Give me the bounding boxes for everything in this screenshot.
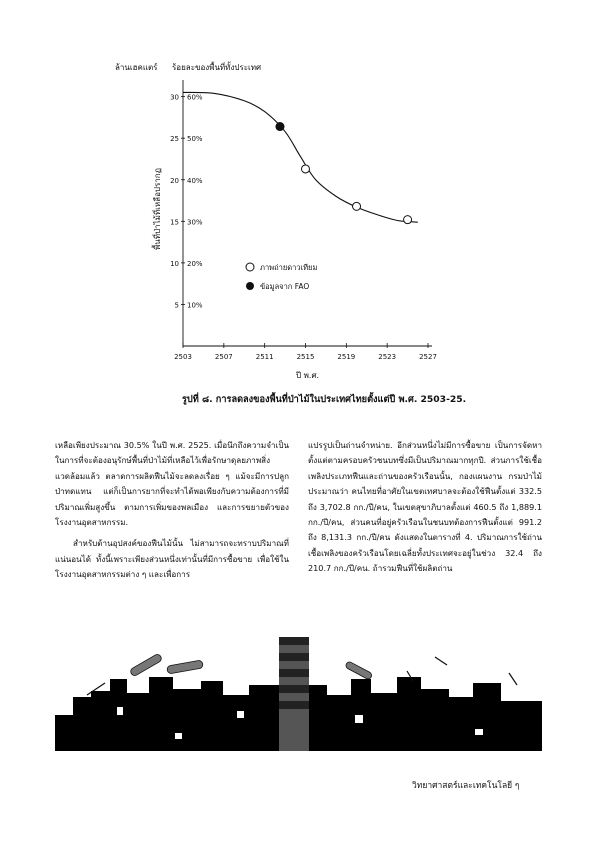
satellite-data-point	[302, 165, 310, 173]
y-tick-label: 25	[170, 135, 179, 144]
chart-axes	[183, 80, 432, 346]
chart-curve	[183, 92, 418, 222]
fao-data-point	[276, 123, 284, 131]
chart-points	[276, 123, 412, 224]
x-tick-label: 2515	[296, 353, 315, 361]
x-tick-label: 2523	[378, 353, 397, 361]
page-footer: วิทยาศาสตร์และเทคโนโลยี ๆ	[412, 781, 520, 791]
left-column	[55, 438, 289, 589]
y-tick-label: 5	[174, 301, 179, 310]
right-column	[308, 438, 542, 583]
y-tick-label: 20	[170, 176, 179, 185]
y-tick-label: 10	[170, 259, 179, 268]
legend-satellite-label: ภาพถ่ายดาวเทียม	[260, 263, 318, 272]
x-axis-title: ปี พ.ศ.	[296, 371, 320, 380]
satellite-data-point	[353, 202, 361, 210]
x-tick-label: 2527	[419, 353, 437, 361]
left-paragraph-1: เหลือเพียงประมาณ 30.5% ในปี พ.ศ. 2525. เมื่อนึกถึงความจำเป็นในการที่จะต้องอนุรักษ์พื้นที่ป่าไม้ที่เหลือไว้เพื่อรักษาดุลยภาพสิ่งแวดล้อมแล้ว ตลาดการผลิตฟืนไม้จะลดลงเรื่อย ๆ แม้จะมีการปลูกป่าทดแทน แต่ก็เป็นการยากที่จะทำได้พอเพียงกับความต้องการที่มีปริมาณเพิ่มสูงขึ้น ตามการเพิ่มของพลเมือง และการขยายตัวของโรงงานอุตสาหกรรม.	[55, 440, 289, 528]
y-tick-percent: 20%	[187, 259, 203, 268]
x-tick-label: 2519	[337, 353, 356, 361]
y-tick-label: 30	[170, 93, 179, 102]
y-tick-label: 15	[170, 218, 179, 227]
chart-legend	[246, 263, 317, 291]
x-tick-label: 2507	[214, 353, 233, 361]
y-unit-label: ล้านเฮคแตร์	[115, 63, 158, 72]
y-tick-percent: 30%	[187, 218, 203, 227]
factory-silhouette-illustration	[55, 637, 542, 751]
y-tick-percent: 60%	[187, 93, 203, 102]
x-tick-label: 2503	[174, 353, 192, 361]
y-tick-percent: 10%	[187, 301, 203, 310]
figure-caption: รูปที่ ๘. การลดลงของพื้นที่ป่าไม้ในประเทศไทยตั้งแต่ปี พ.ศ. 2503-25.	[182, 394, 467, 405]
right-paragraph-1: แปรรูปเป็นถ่านจำหน่าย. อีกส่วนหนึ่งไม่มีการซื้อขาย เป็นการจัดหาตั้งแต่ตามครอบครัวชนบทซึ่งมีเป็นปริมาณมากทุกปี. ส่วนการใช้เชื้อเพลิงประเภทฟืนและถ่านของครัวเรือนนั้น, กองแผนงาน กรมป่าไม้ ประมาณว่า คนไทยที่อาศัยในเขตเทศบาลจะต้องใช้ฟืนตั้งแต่ 332.5 ถึง 3,702.8 กก./ปี/คน, ในเขตสุขาภิบาลตั้งแต่ 460.5 ถึง 1,889.1 กก./ปี/คน, ส่วนคนที่อยู่ครัวเรือนในชนบทต้องการฟืนตั้งแต่ 991.2 ถึง 8,131.3 กก./ปี/คน ดังแสดงในตารางที่ 4. ปริมาณการใช้ถ่านเชื้อเพลิงของครัวเรือนโดยเฉลี่ยทั้งประเทศจะอยู่ในช่วง 32.4 ถึง 210.7 กก./ปี/คน. ถ้ารวมฟืนที่ใช้ผลิตถ่าน	[308, 440, 542, 574]
legend-fao-label: ข้อมูลจาก FAO	[260, 282, 310, 291]
forest-area-chart	[0, 0, 595, 420]
satellite-data-point	[404, 216, 412, 224]
y-percent-label: ร้อยละของพื้นที่ทั้งประเทศ	[172, 63, 262, 72]
y-tick-percent: 40%	[187, 176, 203, 185]
left-paragraph-2: สำหรับด้านอุปสงค์ของฟืนไม้นั้น ไม่สามารถจะทราบปริมาณที่แน่นอนได้ ทั้งนี้เพราะเพียงส่วนหนึ่งเท่านั้นที่มีการซื้อขาย เพื่อใช้ในโรงงานอุตสาหกรรมต่าง ๆ และเพื่อการ	[55, 538, 289, 580]
y-tick-percent: 50%	[187, 135, 203, 144]
chart-ticks	[170, 94, 437, 361]
y-axis-title: พื้นที่ป่าไม้ที่เหลือปรากฏ	[153, 168, 162, 250]
legend-open-marker	[246, 263, 254, 271]
decline-curve-line	[183, 92, 418, 222]
legend-filled-marker	[246, 282, 254, 290]
x-tick-label: 2511	[255, 353, 274, 361]
